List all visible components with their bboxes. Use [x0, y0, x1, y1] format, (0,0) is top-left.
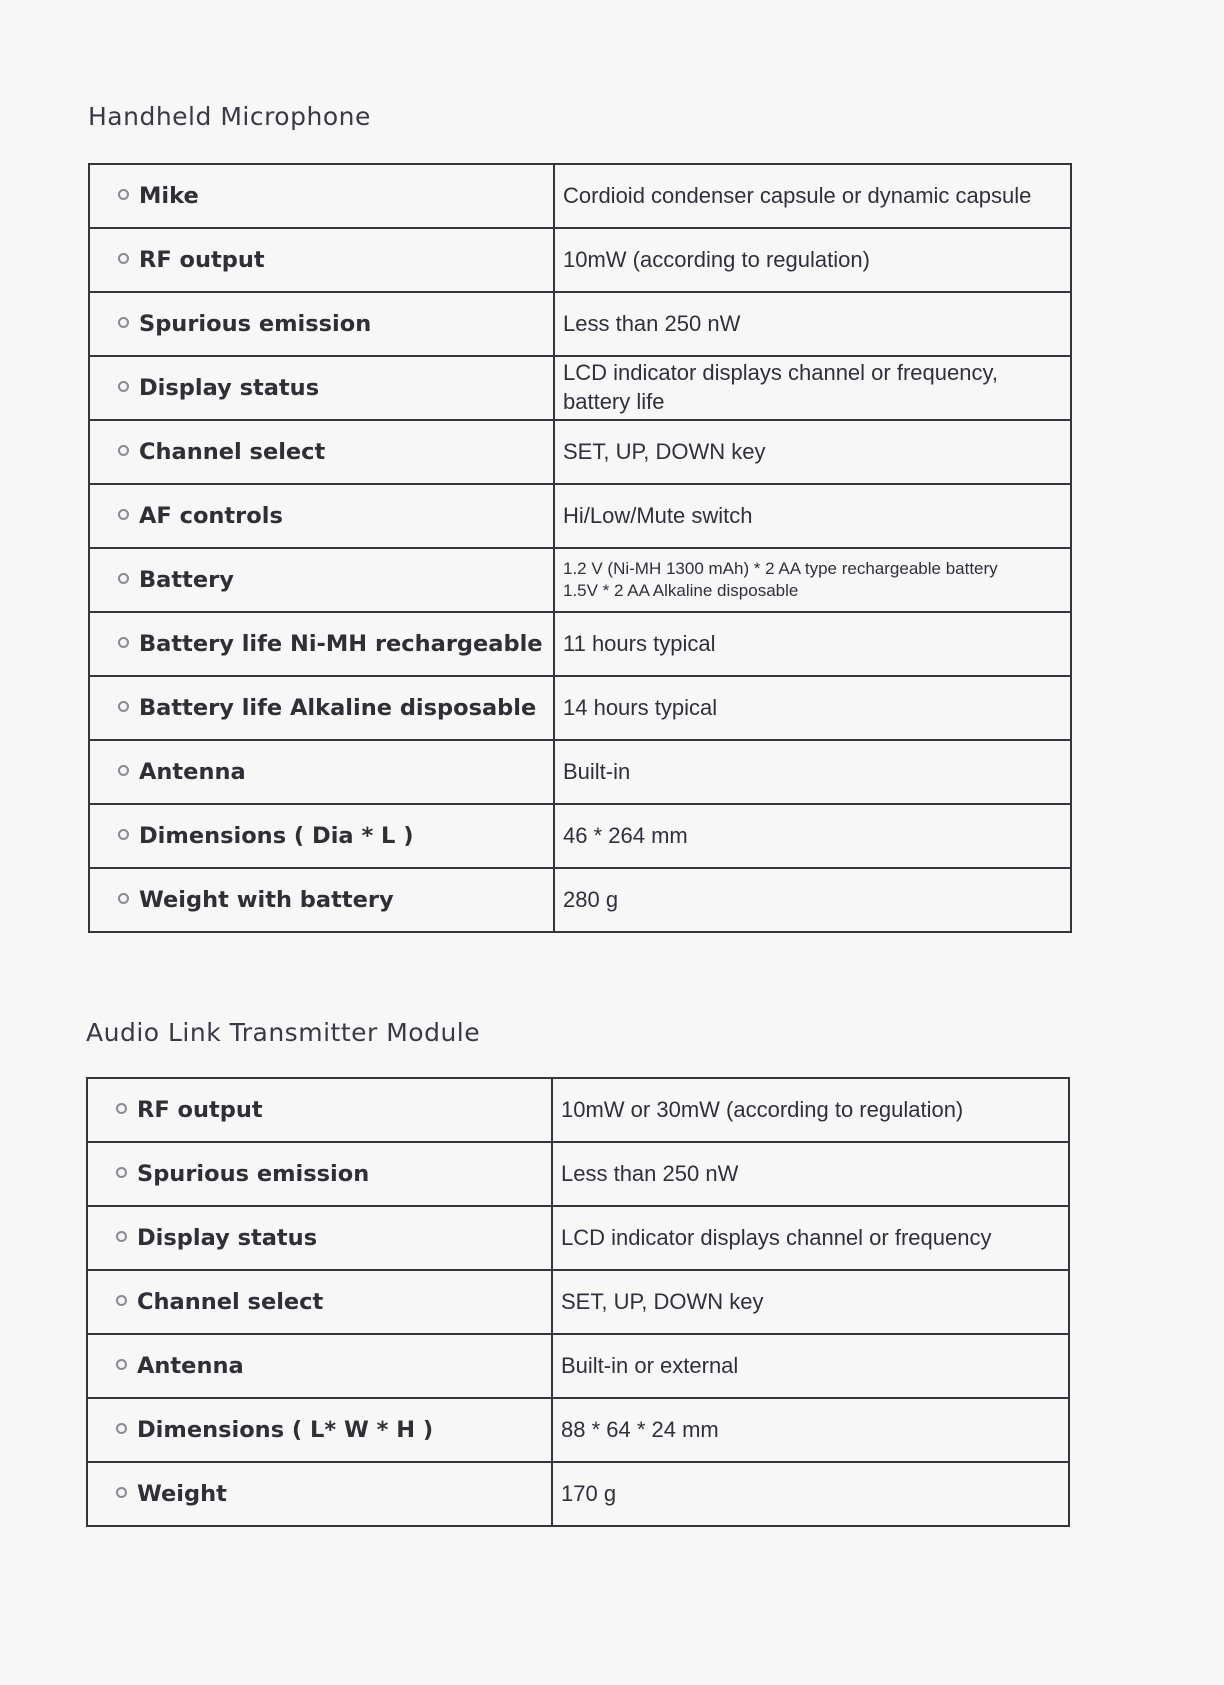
spec-value-cell	[554, 228, 1071, 292]
spec-value: Less than 250 nW	[561, 1160, 739, 1186]
spec-value-cell	[554, 164, 1071, 228]
spec-value: Built-in or external	[561, 1352, 739, 1378]
bullet-circle-icon	[118, 829, 129, 840]
spec-label: Battery	[139, 567, 234, 593]
handheld-spec-body	[89, 164, 1071, 932]
bullet-circle-icon	[118, 701, 129, 712]
bullet-circle-icon	[118, 381, 129, 392]
spec-value: LCD indicator displays channel or frequency	[561, 1224, 992, 1250]
spec-label: Antenna	[139, 759, 246, 785]
spec-label: Weight	[137, 1481, 227, 1507]
spec-row	[87, 1462, 1069, 1526]
spec-label-cell	[89, 548, 554, 612]
spec-label-cell	[89, 420, 554, 484]
spec-label: Antenna	[137, 1353, 244, 1379]
spec-label: Channel select	[137, 1289, 324, 1315]
spec-value-cell	[554, 548, 1071, 612]
bullet-circle-icon	[116, 1103, 127, 1114]
spec-value-cell	[554, 804, 1071, 868]
spec-label-cell	[89, 612, 554, 676]
bullet-circle-icon	[116, 1487, 127, 1498]
spec-value: 170 g	[561, 1480, 617, 1506]
spec-value: 14 hours typical	[563, 694, 718, 720]
spec-value-cell	[554, 356, 1071, 420]
spec-label: Display status	[139, 375, 320, 401]
bullet-circle-icon	[116, 1167, 127, 1178]
spec-value: Hi/Low/Mute switch	[563, 502, 753, 528]
spec-label: Dimensions ( Dia * L )	[139, 823, 414, 849]
audio-link-transmitter-title: Audio Link Transmitter Module	[86, 1018, 481, 1047]
spec-label-cell	[89, 484, 554, 548]
spec-value: SET, UP, DOWN key	[563, 438, 766, 464]
spec-row	[89, 676, 1071, 740]
spec-label: Dimensions ( L* W * H )	[137, 1417, 434, 1443]
spec-value-cell	[552, 1142, 1069, 1206]
spec-value-cell	[552, 1462, 1069, 1526]
spec-value: LCD indicator displays channel or frequency,	[563, 360, 998, 386]
spec-row	[89, 356, 1071, 420]
spec-value-cell	[554, 292, 1071, 356]
spec-label-cell	[87, 1270, 552, 1334]
spec-row	[89, 292, 1071, 356]
spec-value-cell	[554, 868, 1071, 932]
bullet-circle-icon	[118, 573, 129, 584]
bullet-circle-icon	[118, 893, 129, 904]
spec-value: 10mW or 30mW (according to regulation)	[561, 1096, 964, 1122]
spec-label: Spurious emission	[139, 311, 372, 337]
spec-value: 1.2 V (Ni-MH 1300 mAh) * 2 AA type rechargeable battery	[563, 558, 998, 578]
spec-value: Less than 250 nW	[563, 310, 741, 336]
bullet-circle-icon	[118, 765, 129, 776]
spec-row	[89, 164, 1071, 228]
spec-row	[89, 612, 1071, 676]
spec-value: 11 hours typical	[563, 630, 716, 656]
bullet-circle-icon	[118, 317, 129, 328]
spec-label-cell	[89, 740, 554, 804]
spec-value: Built-in	[563, 758, 631, 784]
spec-row	[89, 484, 1071, 548]
spec-label: AF controls	[139, 503, 283, 529]
spec-label-cell	[87, 1398, 552, 1462]
spec-value: 1.5V * 2 AA Alkaline disposable	[563, 581, 799, 600]
bullet-circle-icon	[118, 189, 129, 200]
handheld-microphone-spec-table	[88, 163, 1072, 933]
spec-label-cell	[89, 868, 554, 932]
spec-label: Battery life Alkaline disposable	[139, 695, 537, 721]
bullet-circle-icon	[116, 1231, 127, 1242]
spec-row	[89, 420, 1071, 484]
spec-value: battery life	[563, 389, 665, 414]
spec-row	[87, 1078, 1069, 1142]
bullet-circle-icon	[118, 253, 129, 264]
spec-value: 46 * 264 mm	[563, 822, 688, 848]
spec-label-cell	[89, 676, 554, 740]
spec-label: Weight with battery	[139, 887, 394, 913]
spec-label: Channel select	[139, 439, 326, 465]
bullet-circle-icon	[116, 1295, 127, 1306]
spec-value: SET, UP, DOWN key	[561, 1288, 764, 1314]
spec-value: 88 * 64 * 24 mm	[561, 1416, 719, 1442]
spec-value-cell	[554, 676, 1071, 740]
spec-row	[89, 868, 1071, 932]
spec-label-cell	[89, 804, 554, 868]
spec-value-cell	[552, 1398, 1069, 1462]
spec-value-cell	[552, 1206, 1069, 1270]
spec-label-cell	[89, 356, 554, 420]
spec-label: RF output	[139, 247, 265, 273]
bullet-circle-icon	[118, 445, 129, 456]
spec-value: Cordioid condenser capsule or dynamic capsule	[563, 182, 1032, 208]
spec-value-cell	[554, 420, 1071, 484]
audio-link-transmitter-spec-table	[86, 1077, 1070, 1527]
spec-label-cell	[87, 1334, 552, 1398]
handheld-microphone-title: Handheld Microphone	[88, 102, 371, 131]
spec-row	[87, 1334, 1069, 1398]
bullet-circle-icon	[116, 1359, 127, 1370]
spec-row	[87, 1142, 1069, 1206]
spec-row	[87, 1270, 1069, 1334]
bullet-circle-icon	[118, 509, 129, 520]
bullet-circle-icon	[116, 1423, 127, 1434]
spec-label-cell	[89, 292, 554, 356]
spec-value-cell	[554, 740, 1071, 804]
spec-label: Display status	[137, 1225, 318, 1251]
spec-label: Battery life Ni-MH rechargeable	[139, 631, 543, 657]
spec-value-cell	[552, 1270, 1069, 1334]
spec-row	[87, 1398, 1069, 1462]
spec-label-cell	[87, 1462, 552, 1526]
spec-value-cell	[554, 484, 1071, 548]
spec-label-cell	[89, 164, 554, 228]
spec-value-cell	[554, 612, 1071, 676]
spec-row	[89, 740, 1071, 804]
spec-label: Mike	[139, 183, 199, 209]
spec-row	[89, 548, 1071, 612]
spec-label: RF output	[137, 1097, 263, 1123]
spec-row	[87, 1206, 1069, 1270]
spec-value: 280 g	[563, 886, 619, 912]
spec-label: Spurious emission	[137, 1161, 370, 1187]
spec-label-cell	[87, 1142, 552, 1206]
spec-label-cell	[89, 228, 554, 292]
spec-value-cell	[552, 1334, 1069, 1398]
spec-row	[89, 804, 1071, 868]
bullet-circle-icon	[118, 637, 129, 648]
spec-label-cell	[87, 1206, 552, 1270]
spec-value: 10mW (according to regulation)	[563, 246, 870, 272]
spec-row	[89, 228, 1071, 292]
spec-value-cell	[552, 1078, 1069, 1142]
spec-label-cell	[87, 1078, 552, 1142]
transmitter-spec-body	[87, 1078, 1069, 1526]
